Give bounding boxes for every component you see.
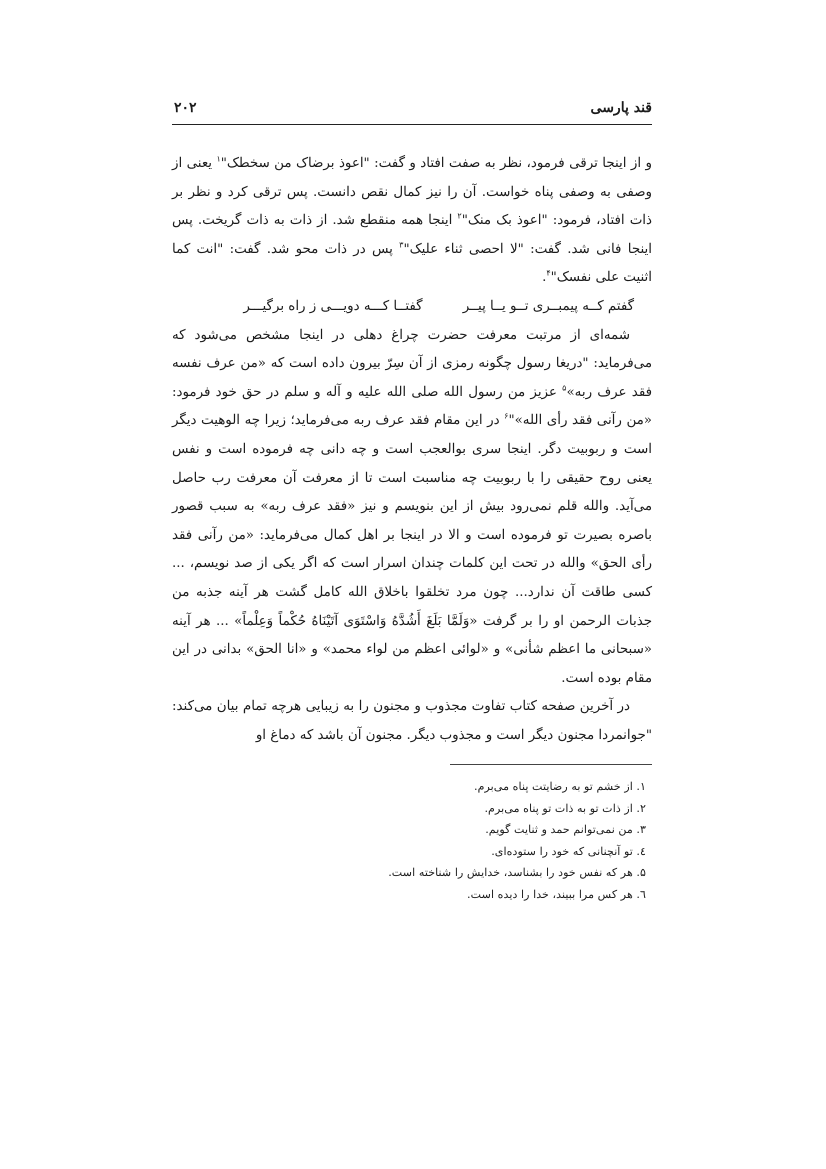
footnote-ref-2: ۲ [457, 211, 462, 221]
paragraph-1-part-3: اینجا همه منقطع شد. از ذات به ذات گریخت. پس اینجا فانی شد. گفت: "لا احصی ثناء علیک" [172, 213, 652, 257]
book-title: قند پارسی [590, 100, 652, 116]
paragraph-2-part-3: در این مقام فقد عرف ربه می‌فرماید؛ زیرا چه الوهیت دیگر است و ربوبیت دگر. اینجا سری بوالعجب است و چه دانی چه فرموده است و نفس یعنی روح حقیقی را با ربوبیت چه مناسبت است تا از معرفت آن معرفت رب حاصل می‌آید. والله قلم نمی‌رود بیش از این بنویسم و نیز «فقد عرف ربه» به سبب قصور باصره بصیرت تو فرموده است و الا در اینجا بر اهل کمال می‌فرماید: «من رآنی فقد رأی الحق» والله در تحت این کلمات چندان اسرار است که اگر یکی از صد نویسم، ... کسی طاقت آن ندارد... چون مرد تخلقوا باخلاق الله کامل گشت هر آینه جذبه من جذبات الرحمن او را بر گرفت «وَلَمَّا بَلَغَ أَشُدَّهُ وَاسْتَوَى آتَيْنَاهُ حُكْماً وَعِلْماً» ... هر آینه «سبحانی ما اعظم شأنی» و «لوائی اعظم من لواء محمد» و «انا الحق» بدانی در این مقام بوده است. [172, 413, 652, 686]
footnotes [172, 776, 652, 906]
footnote-2: ۲. از ذات تو به ذات تو پناه می‌برم. [484, 801, 646, 815]
footnote-6: ٦. هر کس مرا ببیند، خدا را دیده است. [467, 887, 646, 901]
paragraph-1-part-4: پس در ذات محو شد. گفت: "انت کما اثنیت علی نفسک" [172, 241, 652, 286]
footnote-ref-5: ۵ [562, 383, 567, 393]
paragraph-1-part-5: . [542, 270, 547, 286]
footnote-ref-6: ۶ [504, 411, 509, 421]
paragraph-2-part-1: شمه‌ای از مرتبت معرفت حضرت چراغ دهلی در اینجا مشخص می‌شود که می‌فرماید: "دریغا رسول چگونه رمزی از آن سِرّ بیرون داده است که «من عرف نفسه فقد عرف ربه» [172, 327, 652, 400]
running-header [172, 98, 652, 125]
footnote-ref-4: ۴ [546, 268, 551, 278]
footnote-ref-1: ۱ [216, 154, 221, 164]
verse [172, 293, 652, 322]
paragraph-1 [172, 150, 652, 293]
paragraph-1-part-1: و از اینجا ترقی فرمود، نظر به صفت افتاد و گفت: "اعوذ برضاک من سخطک" [220, 156, 652, 171]
verse-hemistich-1: گفتم کــه پیمبــری تــو یــا پیــر [462, 298, 634, 314]
footnote-ref-3: ۳ [399, 240, 404, 250]
body-text [172, 150, 652, 750]
paragraph-1-part-2: یعنی از وصفی به وصفی پناه خواست. آن را نیز کمال نقص دانست. پس ترقی کرد و نظر بر ذات افتاد، فرمود: "اعوذ بک منک" [172, 156, 652, 229]
footnote-1: ۱. از خشم تو به رضایتت پناه می‌برم. [474, 780, 646, 793]
paragraph-3 [172, 693, 652, 750]
footnote-5: ۵. هر که نفس خود را بشناسد، خدایش را شناخته است. [388, 866, 646, 880]
page-number: ۲۰۲ [174, 100, 197, 116]
footnote-4: ٤. تو آنچنانی که خود را ستوده‌ای. [491, 844, 646, 858]
paragraph-3-text: در آخرین صفحه کتاب تفاوت مجذوب و مجنون را به زیبایی هرچه تمام بیان می‌کند: "جوانمردا مجنون دیگر است و مجذوب دیگر. مجنون آن باشد که دماغ او [172, 699, 652, 743]
paragraph-2-part-2: عزیز من رسول الله صلی الله علیه و آله و سلم در حق خود فرمود: «من رآنی فقد رأی الله»" [172, 384, 653, 429]
footnote-3: ۳. من نمی‌توانم حمد و ثنایت گویم. [485, 823, 646, 837]
paragraph-2 [172, 322, 652, 694]
verse-hemistich-2: گفتــا کـــه دویـــی ز راه برگیـــر [243, 298, 423, 314]
footnote-separator [450, 764, 652, 765]
